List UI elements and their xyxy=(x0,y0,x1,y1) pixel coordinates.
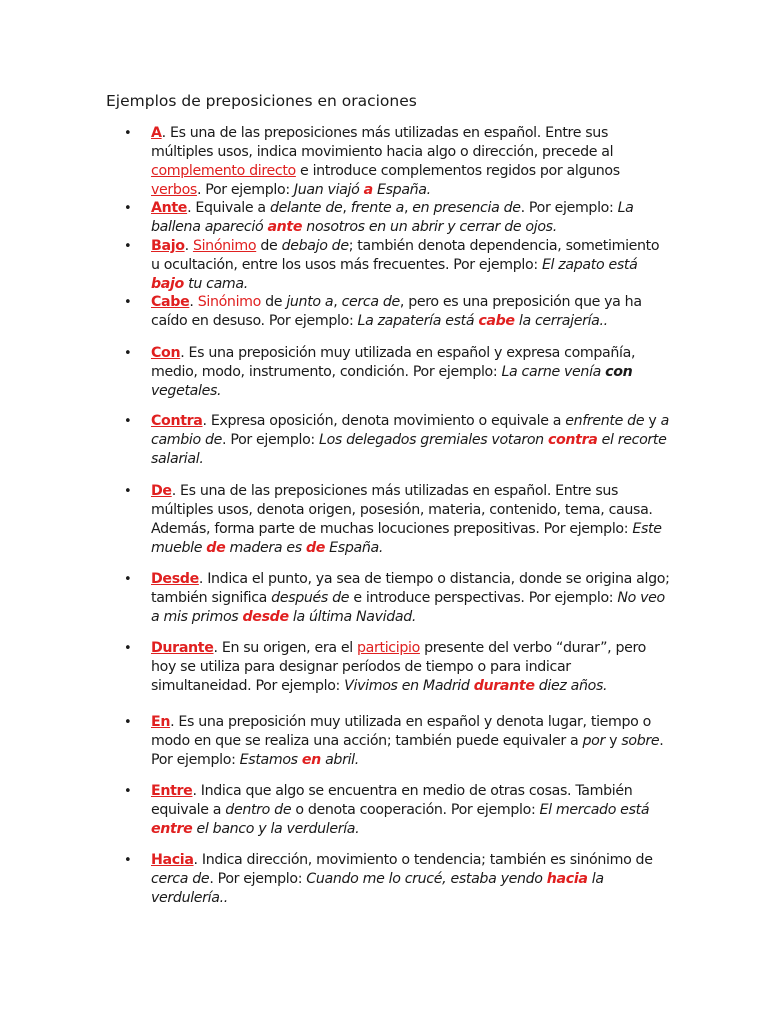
italic-term: en presencia de xyxy=(412,200,521,216)
term-link-contra[interactable]: Contra xyxy=(151,413,203,429)
term-link-durante[interactable]: Durante xyxy=(151,640,214,656)
sinonimo-link[interactable]: Sinónimo xyxy=(192,238,257,254)
italic-term: cerca de xyxy=(151,871,210,887)
description-text: . Indica el punto, ya sea de tiempo o distancia, donde se origina algo; también significa xyxy=(151,571,670,606)
list-item-entre xyxy=(151,782,671,839)
description-text: . Por ejemplo: xyxy=(196,182,294,198)
description-text: e introduce perspectivas. Por ejemplo: xyxy=(349,590,618,606)
list-item-contra xyxy=(151,412,671,469)
complemento-directo-link[interactable]: complemento directo xyxy=(151,163,296,179)
term-link-en[interactable]: En xyxy=(151,714,171,730)
description-text: e introduce complementos regidos por algunos xyxy=(295,163,620,179)
list-item-a xyxy=(151,124,671,200)
example-text: La ballena apareció xyxy=(151,200,634,235)
example-text: España. xyxy=(325,540,383,556)
italic-term: a cambio de xyxy=(151,413,669,448)
example-text: El zapato está xyxy=(541,257,638,273)
example-text: La zapatería está xyxy=(357,313,479,329)
description-text: . Expresa oposición, denota movimiento o equivale a xyxy=(202,413,566,429)
italic-term: después de xyxy=(271,590,350,606)
example-text: El mercado está xyxy=(539,802,650,818)
example-keyword: en xyxy=(301,752,321,768)
term-link-bajo[interactable]: Bajo xyxy=(151,238,185,254)
verbos-link[interactable]: verbos xyxy=(151,182,197,198)
example-keyword: contra xyxy=(547,432,598,448)
example-keyword: cabe xyxy=(478,313,515,329)
term-link-cabe[interactable]: Cabe xyxy=(151,294,190,310)
list-item-ante xyxy=(151,199,671,237)
term-link-hacia[interactable]: Hacia xyxy=(151,852,194,868)
example-text: Estamos xyxy=(239,752,302,768)
description-text: ; también denota dependencia, sometimiento u ocultación, entre los usos más frecuentes. Por ejemplo: xyxy=(151,238,660,273)
description-text: . Por ejemplo: xyxy=(520,200,618,216)
description-text: . Indica dirección, movimiento o tendencia; también es sinónimo de xyxy=(193,852,653,868)
italic-term: enfrente de xyxy=(565,413,645,429)
separator-text: y xyxy=(644,413,661,429)
description-text: . Es una preposición muy utilizada en español y expresa compañía, medio, modo, instrumento, condición. Por ejemplo: xyxy=(151,345,636,380)
example-keyword: de xyxy=(305,540,326,556)
example-text: el banco y la verdulería. xyxy=(192,821,360,837)
list-item-de xyxy=(151,482,671,558)
example-text: Juan viajó xyxy=(293,182,364,198)
term-link-con[interactable]: Con xyxy=(151,345,181,361)
example-keyword: de xyxy=(206,540,226,556)
example-text: España. xyxy=(372,182,431,198)
separator-text: , xyxy=(342,200,351,216)
separator-text: . xyxy=(189,294,198,310)
description-text: . En su origen, era el xyxy=(213,640,357,656)
example-text: diez años. xyxy=(534,678,608,694)
example-text: abril. xyxy=(320,752,359,768)
list-item-en xyxy=(151,713,671,770)
description-text: . Es una preposición muy utilizada en español y denota lugar, tiempo o modo en que se realiza una acción; también puede equivaler a xyxy=(151,714,651,749)
italic-term: debajo de xyxy=(281,238,349,254)
example-text: La carne venía xyxy=(501,364,606,380)
example-text: tu cama. xyxy=(183,276,248,292)
example-keyword: hacia xyxy=(546,871,588,887)
page-title: Ejemplos de preposiciones en oraciones xyxy=(106,92,417,110)
list-item-con xyxy=(151,344,671,401)
description-text: . Por ejemplo: xyxy=(222,432,320,448)
term-link-ante[interactable]: Ante xyxy=(151,200,188,216)
description-text: o denota cooperación. Por ejemplo: xyxy=(291,802,540,818)
separator-text: . xyxy=(184,238,193,254)
example-keyword: ante xyxy=(267,219,303,235)
example-text: vegetales. xyxy=(151,383,222,399)
description-text: de xyxy=(260,294,287,310)
example-text: el recorte salarial. xyxy=(151,432,667,467)
separator-text: , xyxy=(333,294,342,310)
example-text: No veo a mis primos xyxy=(151,590,665,625)
example-keyword: con xyxy=(605,364,633,380)
example-text: Este mueble xyxy=(151,521,662,556)
italic-term: sobre xyxy=(621,733,660,749)
list-item-hacia xyxy=(151,851,671,908)
description-text: . Es una de las preposiciones más utilizadas en español. Entre sus múltiples usos, indica movimiento hacia algo o dirección, precede al xyxy=(151,125,614,160)
description-text: , pero es una preposición que ya ha caído en desuso. Por ejemplo: xyxy=(151,294,642,329)
separator-text: , xyxy=(403,200,413,216)
description-text: . Equivale a xyxy=(187,200,270,216)
italic-term: frente a xyxy=(350,200,404,216)
list-item-desde xyxy=(151,570,671,627)
italic-term: delante de xyxy=(269,200,343,216)
italic-term: por xyxy=(582,733,605,749)
description-text: presente del verbo “durar”, pero hoy se utiliza para designar períodos de tiempo o para indicar simultaneidad. Por ejemplo: xyxy=(151,640,646,694)
example-text: la verdulería.. xyxy=(151,871,604,906)
term-link-a[interactable]: A xyxy=(151,125,162,141)
description-text: de xyxy=(256,238,282,254)
separator-text: y xyxy=(605,733,622,749)
list-item-cabe xyxy=(151,293,671,331)
term-link-de[interactable]: De xyxy=(151,483,172,499)
italic-term: cerca de xyxy=(341,294,400,310)
example-keyword: a xyxy=(363,182,373,198)
example-text: Vivimos en Madrid xyxy=(344,678,474,694)
term-link-entre[interactable]: Entre xyxy=(151,783,193,799)
list-item-bajo xyxy=(151,237,671,294)
participio-link[interactable]: participio xyxy=(357,640,420,656)
example-text: la cerrajería.. xyxy=(514,313,608,329)
list-item-durante xyxy=(151,639,671,696)
description-text: . Es una de las preposiciones más utilizadas en español. Entre sus múltiples usos, denota origen, posesión, materia, contenido, tema, causa. Además, forma parte de muchas locuciones prepositivas. Por ejemplo: xyxy=(151,483,653,537)
term-link-desde[interactable]: Desde xyxy=(151,571,199,587)
example-keyword: desde xyxy=(242,609,289,625)
example-keyword: entre xyxy=(151,821,193,837)
example-text: la última Navidad. xyxy=(288,609,417,625)
italic-term: junto a xyxy=(286,294,334,310)
example-text: nosotros en un abrir y cerrar de ojos. xyxy=(302,219,557,235)
example-text: Cuando me lo crucé, estaba yendo xyxy=(306,871,547,887)
example-text: Los delegados gremiales votaron xyxy=(319,432,548,448)
description-text: . Indica que algo se encuentra en medio de otras cosas. También equivale a xyxy=(151,783,633,818)
example-keyword: durante xyxy=(473,678,535,694)
italic-term: dentro de xyxy=(225,802,292,818)
description-text: . Por ejemplo: xyxy=(151,733,664,768)
example-text: madera es xyxy=(225,540,306,556)
example-keyword: bajo xyxy=(151,276,184,292)
description-text: . Por ejemplo: xyxy=(209,871,307,887)
sinonimo-text: Sinónimo xyxy=(197,294,261,310)
